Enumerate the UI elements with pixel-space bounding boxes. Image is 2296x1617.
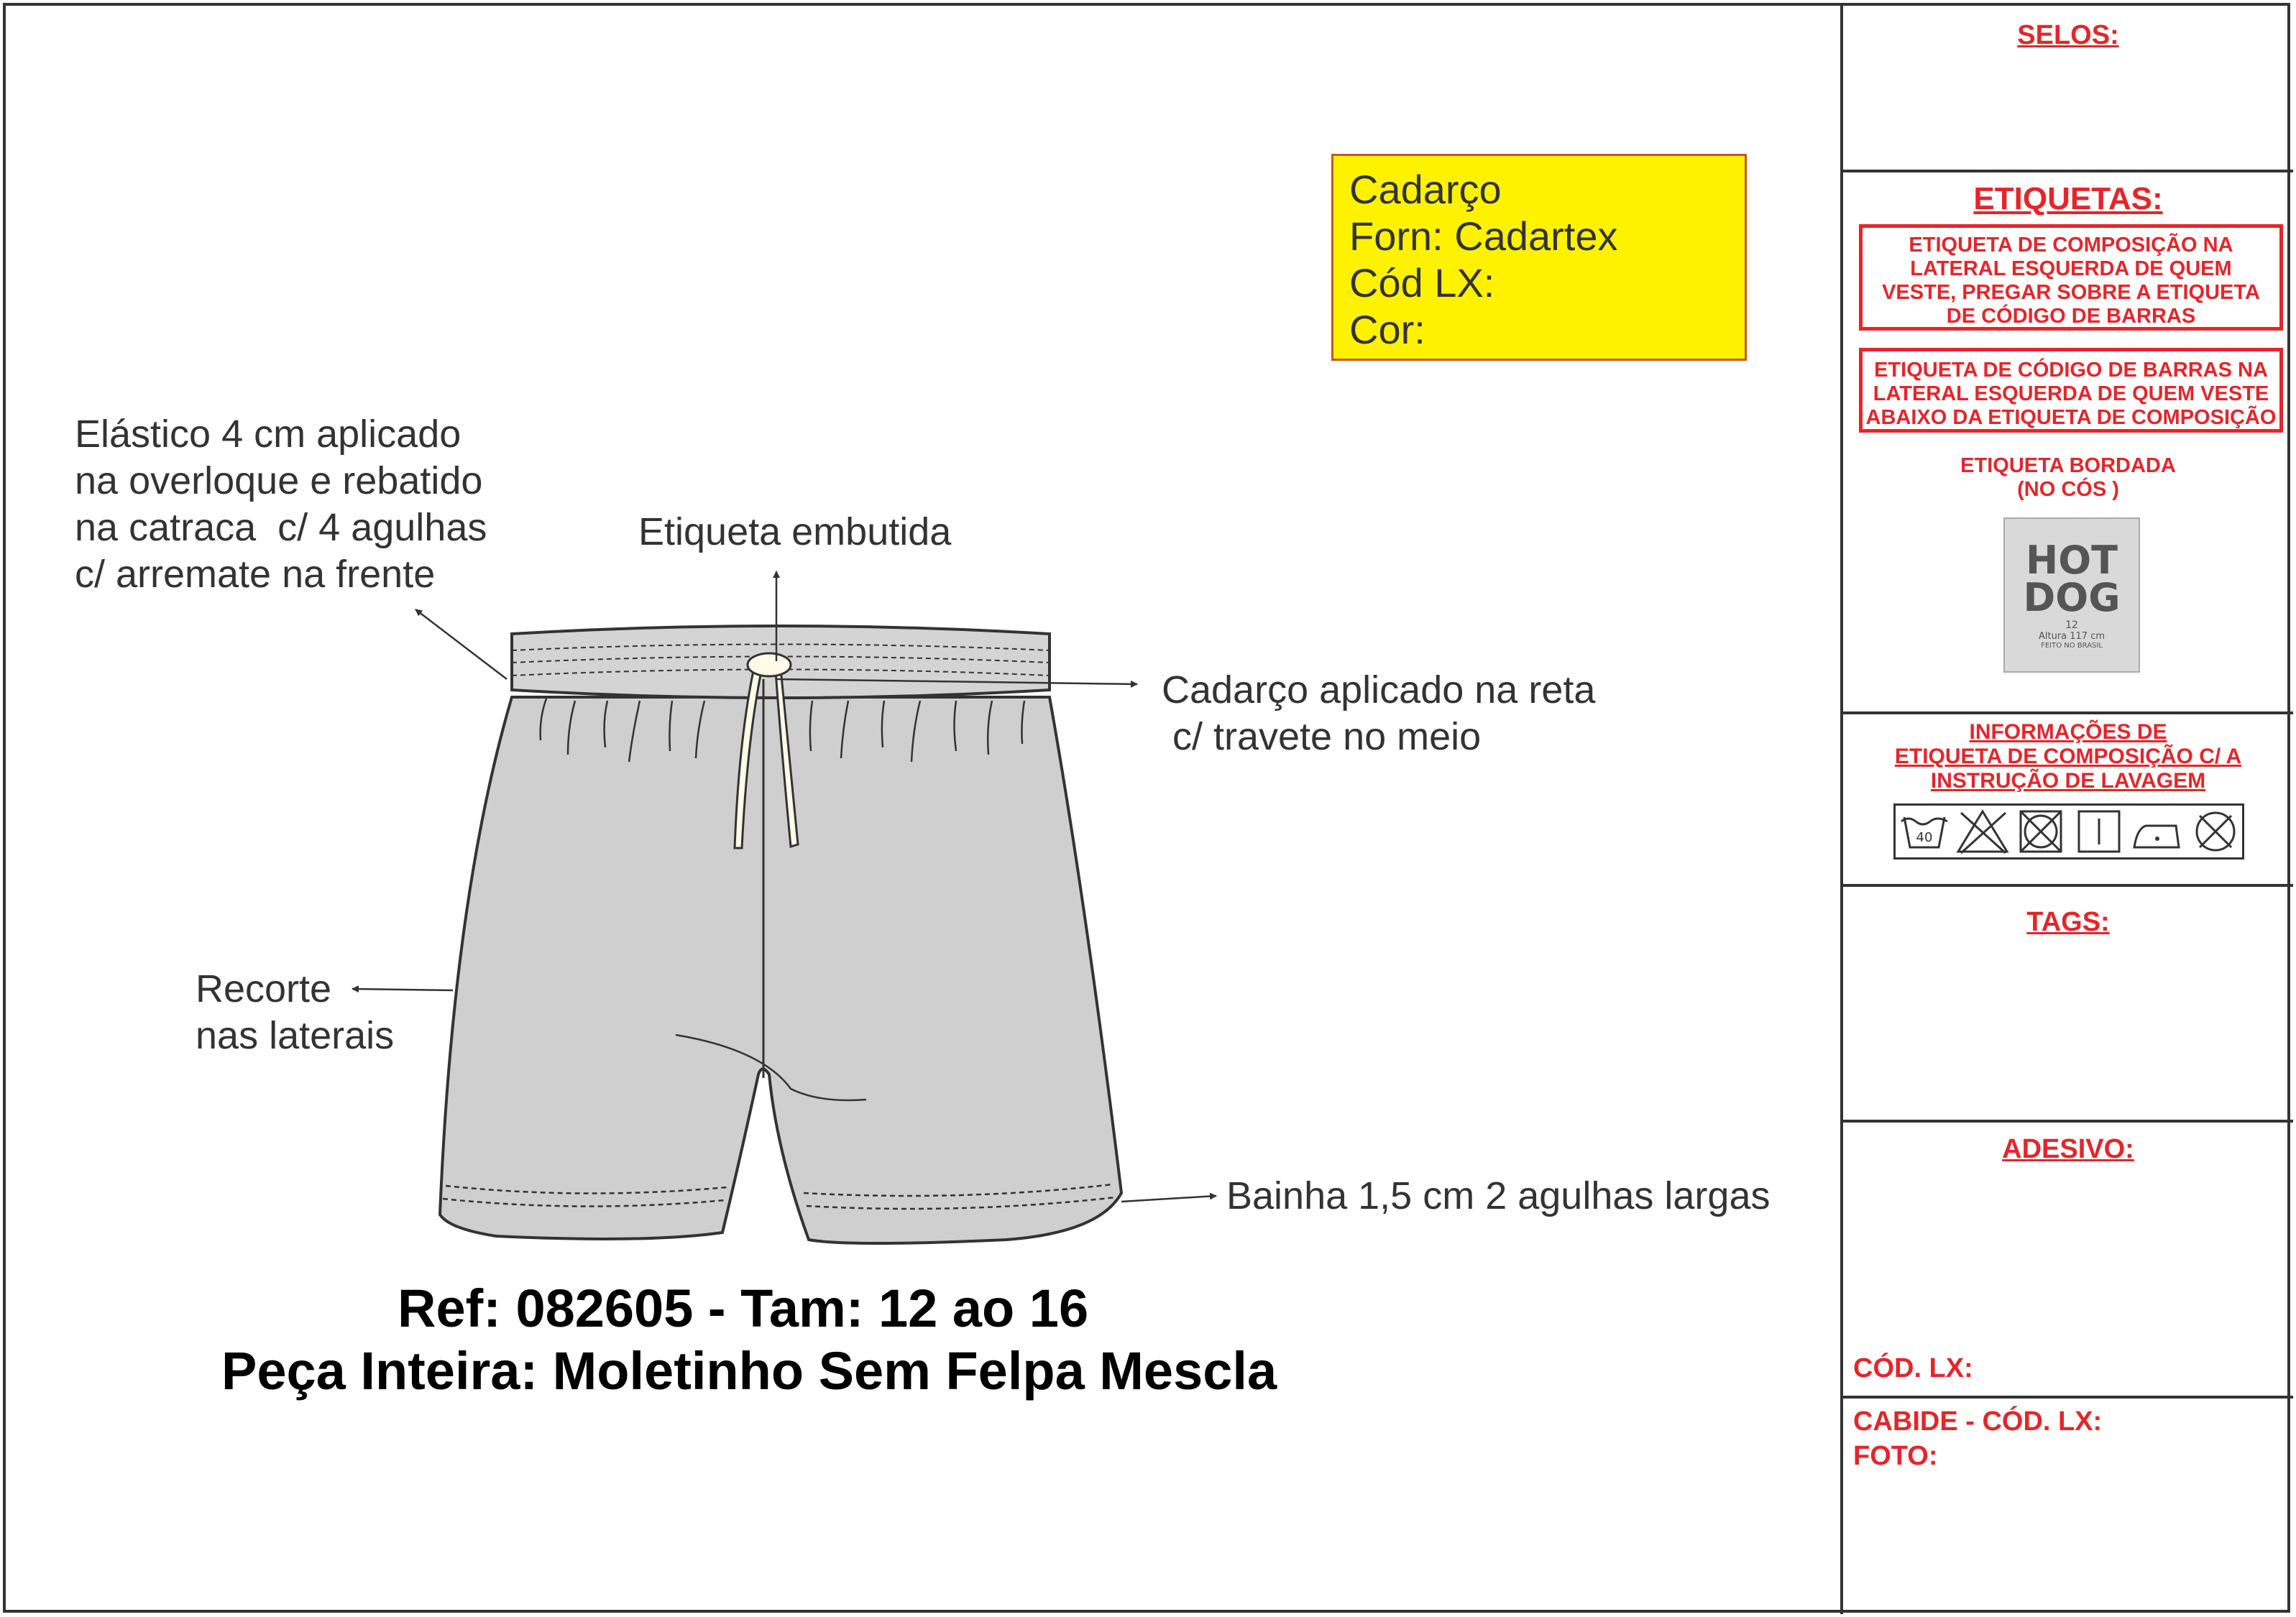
supplier-line-1: Cadarço (1349, 167, 1502, 212)
sidebar-divider (1840, 3, 1843, 1614)
embroidered-label-text: ETIQUETA BORDADA (NO CÓS ) (1960, 454, 2176, 501)
section-divider (1843, 884, 2293, 887)
section-divider (1843, 1396, 2293, 1399)
label-embedded-note: Etiqueta embutida (638, 510, 952, 553)
foto-label: FOTO: (1853, 1441, 1938, 1471)
no-tumble-dry-icon (2012, 806, 2070, 857)
piece-title: Peça Inteira: Moletinho Sem Felpa Mescla (221, 1341, 1277, 1401)
composition-label-box: ETIQUETA DE COMPOSIÇÃO NA LATERAL ESQUERDA DE QUEM VESTE, PREGAR SOBRE A ETIQUETA DE CÓDIGO DE BARRAS (1859, 224, 2283, 331)
section-divider (1843, 711, 2293, 714)
shorts-body (440, 697, 1121, 1243)
iron-low-icon (2129, 806, 2187, 857)
supplier-line-2: Forn: Cadartex (1349, 213, 1618, 259)
no-bleach-icon (1954, 806, 2012, 857)
hot-dog-patch (2003, 517, 2140, 673)
selos-heading: SELOS: (2017, 20, 2119, 50)
cabide-label: CABIDE - CÓD. LX: (1853, 1406, 2103, 1437)
care-info-heading: INFORMAÇÕES DE ETIQUETA DE COMPOSIÇÃO C/ A INSTRUÇÃO DE LAVAGEM (1894, 720, 2242, 793)
patch-size: 12 (2065, 619, 2078, 631)
barcode-label-box: ETIQUETA DE CÓDIGO DE BARRAS NA LATERAL ESQUERDA DE QUEM VESTE ABAIXO DA ETIQUETA DE COMPOSIÇÃO (1859, 348, 2283, 433)
supplier-box (1331, 154, 1747, 361)
adesivo-heading: ADESIVO: (2002, 1134, 2134, 1164)
tags-heading: TAGS: (2026, 907, 2110, 937)
patch-height: Altura 117 cm (2038, 631, 2106, 642)
cod-lx-label: CÓD. LX: (1853, 1353, 1973, 1383)
elastic-note: Elástico 4 cm aplicado na overloque e rebatido na catraca c/ 4 agulhas c/ arremate na frente (75, 413, 487, 596)
supplier-line-4: Cor: (1349, 307, 1425, 352)
no-dry-clean-icon (2187, 806, 2245, 857)
section-divider (1843, 1120, 2293, 1123)
side-cut-note: Recorte nas laterais (196, 967, 395, 1057)
drawstring-note: Cadarço aplicado na reta c/ travete no meio (1162, 668, 1596, 758)
section-divider (1843, 170, 2293, 172)
patch-brand-2: DOG (2023, 575, 2121, 620)
patch-brand-1: HOT (2026, 538, 2118, 583)
line-dry-icon (2070, 806, 2129, 857)
supplier-line-3: Cód LX: (1349, 260, 1495, 305)
wash-temp: 40 (1916, 830, 1933, 845)
ref-title: Ref: 082605 - Tam: 12 ao 16 (398, 1279, 1089, 1338)
etiquetas-heading: ETIQUETAS: (1973, 181, 2163, 216)
patch-made-in: FEITO NO BRASIL (2041, 642, 2103, 650)
wash-40-icon (1896, 806, 1954, 857)
care-symbols (1893, 803, 2244, 860)
hem-note: Bainha 1,5 cm 2 agulhas largas (1226, 1174, 1771, 1217)
